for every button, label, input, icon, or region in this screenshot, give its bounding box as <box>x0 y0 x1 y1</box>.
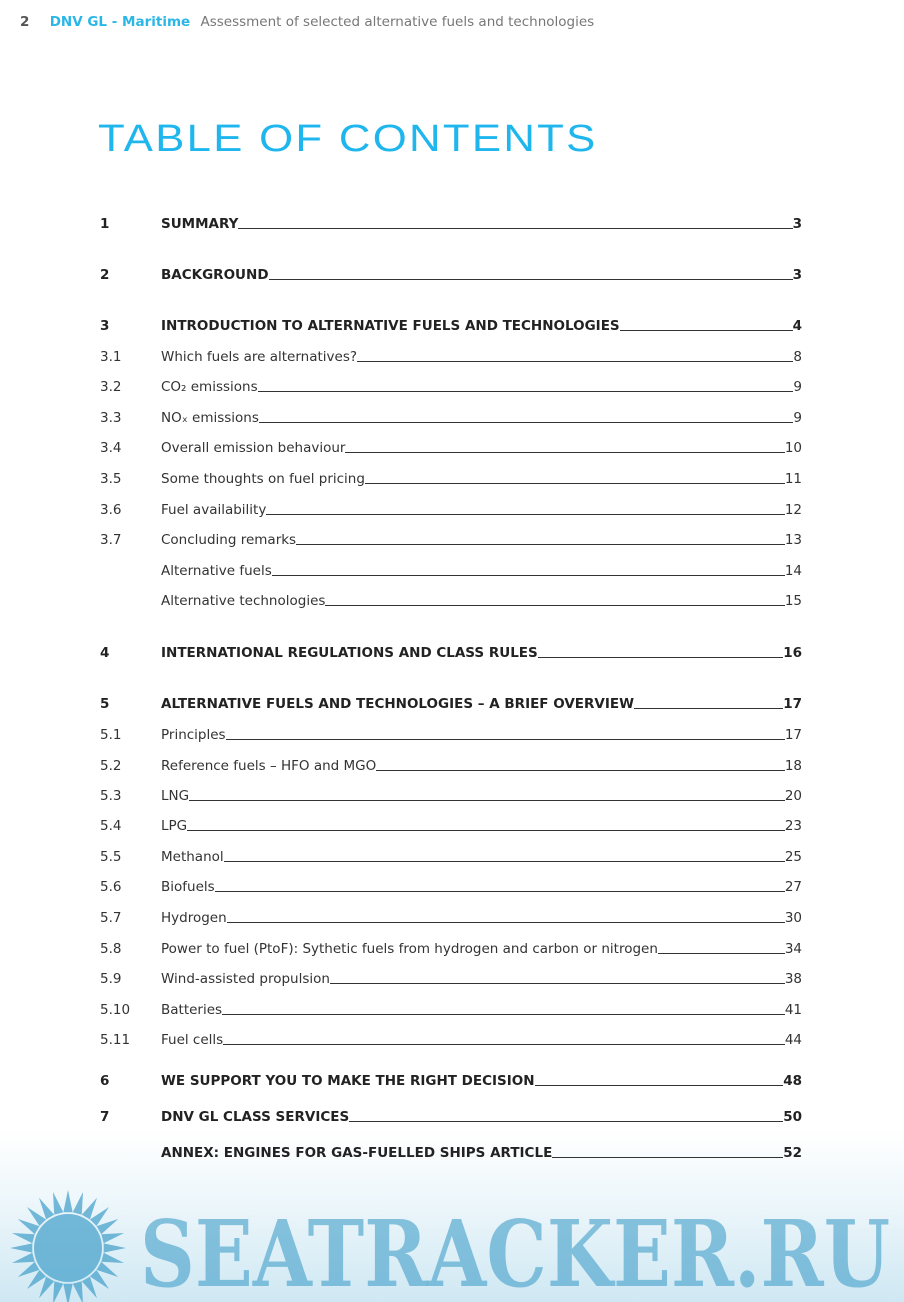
leader-line <box>259 422 794 423</box>
leader-line <box>215 891 785 892</box>
toc-entry[interactable] <box>100 1028 802 1048</box>
leader-line <box>222 1014 785 1015</box>
section-title[interactable]: Which fuels are alternatives? <box>161 349 358 365</box>
leader-line <box>345 452 784 453</box>
toc-entry[interactable] <box>100 467 802 487</box>
section-page: 16 <box>783 645 802 661</box>
section-page: 34 <box>784 941 802 957</box>
section-page: 41 <box>784 1002 802 1018</box>
section-number: 5.1 <box>100 727 122 743</box>
section-number: 5.10 <box>100 1002 131 1018</box>
leader-line <box>620 330 793 331</box>
section-title[interactable]: NOₓ emissions <box>161 410 259 426</box>
section-page: 20 <box>784 788 802 804</box>
section-title[interactable]: Principles <box>161 727 226 743</box>
section-title[interactable]: Some thoughts on fuel pricing <box>161 471 365 487</box>
leader-line <box>535 1085 784 1086</box>
toc-entry[interactable] <box>100 559 802 579</box>
section-title[interactable]: Hydrogen <box>161 910 227 926</box>
leader-line <box>269 279 793 280</box>
section-title[interactable]: LNG <box>161 788 190 804</box>
section-page: 4 <box>792 318 802 334</box>
section-title[interactable]: Biofuels <box>161 879 215 895</box>
section-page: 11 <box>784 471 802 487</box>
page-title: TABLE OF CONTENTS <box>98 118 598 160</box>
section-page: 8 <box>793 349 802 365</box>
section-page: 17 <box>784 727 802 743</box>
section-page: 25 <box>784 849 802 865</box>
section-title[interactable]: Methanol <box>161 849 224 865</box>
section-title[interactable]: WE SUPPORT YOU TO MAKE THE RIGHT DECISION <box>161 1073 535 1089</box>
section-title[interactable]: Wind-assisted propulsion <box>161 971 330 987</box>
section-page: 44 <box>784 1032 802 1048</box>
toc-entry[interactable] <box>100 314 802 334</box>
section-number: 7 <box>100 1109 110 1125</box>
leader-line <box>296 544 785 545</box>
section-number: 3.4 <box>100 440 122 456</box>
toc-entry[interactable] <box>100 875 802 895</box>
section-number: 3.2 <box>100 379 122 395</box>
section-page: 38 <box>784 971 802 987</box>
leader-line <box>325 605 784 606</box>
toc-entry[interactable] <box>100 998 802 1018</box>
toc-entry[interactable] <box>100 345 802 365</box>
toc-entry[interactable] <box>100 263 802 283</box>
section-page: 12 <box>784 502 802 518</box>
section-title[interactable]: LPG <box>161 818 188 834</box>
section-number: 5.9 <box>100 971 122 987</box>
toc-entry[interactable] <box>100 754 802 774</box>
section-number: 3.5 <box>100 471 122 487</box>
section-page: 15 <box>784 593 802 609</box>
section-page: 3 <box>792 216 802 232</box>
leader-line <box>238 228 792 229</box>
section-title[interactable]: Fuel cells <box>161 1032 224 1048</box>
section-page: 52 <box>783 1145 802 1161</box>
section-page: 9 <box>793 410 802 426</box>
section-number: 5.6 <box>100 879 122 895</box>
section-number: 1 <box>100 216 110 232</box>
section-page: 17 <box>783 696 802 712</box>
section-title[interactable]: Batteries <box>161 1002 223 1018</box>
toc-entry[interactable] <box>100 784 802 804</box>
leader-line <box>365 483 785 484</box>
section-number: 4 <box>100 645 110 661</box>
section-page: 50 <box>783 1109 802 1125</box>
section-number: 5 <box>100 696 110 712</box>
section-title[interactable]: CO₂ emissions <box>161 379 258 395</box>
section-number: 5.2 <box>100 758 122 774</box>
leader-line <box>349 1121 783 1122</box>
section-title[interactable]: Concluding remarks <box>161 532 297 548</box>
leader-line <box>538 657 783 658</box>
toc-entry[interactable] <box>100 498 802 518</box>
section-page: 14 <box>784 563 802 579</box>
leader-line <box>357 361 793 362</box>
section-page: 13 <box>784 532 802 548</box>
section-number: 5.5 <box>100 849 122 865</box>
watermark-text: SEATRACKER.RU <box>140 1200 890 1302</box>
toc-entry[interactable] <box>100 814 802 834</box>
section-title[interactable]: Reference fuels – HFO and MGO <box>161 758 377 774</box>
toc-entry[interactable] <box>100 406 802 426</box>
page-header <box>20 14 594 30</box>
section-page: 30 <box>784 910 802 926</box>
toc-entry[interactable] <box>100 937 802 957</box>
toc-entry[interactable] <box>100 1105 802 1125</box>
section-number: 6 <box>100 1073 110 1089</box>
toc-entry[interactable] <box>100 375 802 395</box>
section-page: 18 <box>784 758 802 774</box>
section-page: 23 <box>784 818 802 834</box>
toc-entry[interactable] <box>100 528 802 548</box>
leader-line <box>187 830 785 831</box>
section-title[interactable]: ALTERNATIVE FUELS AND TECHNOLOGIES – A BRIEF OVERVIEW <box>161 696 634 712</box>
leader-line <box>330 983 785 984</box>
leader-line <box>223 1044 785 1045</box>
section-title[interactable]: Overall emission behaviour <box>161 440 346 456</box>
leader-line <box>552 1157 783 1158</box>
toc-entry[interactable] <box>100 589 802 609</box>
section-title[interactable]: Alternative technologies <box>161 593 326 609</box>
toc-entry[interactable] <box>100 692 802 712</box>
section-page: 3 <box>792 267 802 283</box>
leader-line <box>272 575 785 576</box>
section-number: 3.1 <box>100 349 122 365</box>
section-title[interactable]: SUMMARY <box>161 216 239 232</box>
section-number: 5.4 <box>100 818 122 834</box>
section-number: 3.6 <box>100 502 122 518</box>
toc-entry[interactable] <box>100 845 802 865</box>
section-number: 5.8 <box>100 941 122 957</box>
section-page: 48 <box>783 1073 802 1089</box>
toc-entry[interactable] <box>100 1069 802 1089</box>
toc-entry[interactable] <box>100 436 802 456</box>
section-page: 9 <box>793 379 802 395</box>
section-number: 5.11 <box>100 1032 131 1048</box>
leader-line <box>634 708 783 709</box>
section-page: 27 <box>784 879 802 895</box>
leader-line <box>226 739 785 740</box>
section-title[interactable]: BACKGROUND <box>161 267 269 283</box>
leader-line <box>658 953 785 954</box>
page-number: 2 <box>20 14 30 30</box>
section-title[interactable]: Power to fuel (PtoF): Sythetic fuels from hydrogen and carbon or nitrogen <box>161 941 658 957</box>
section-title[interactable]: INTRODUCTION TO ALTERNATIVE FUELS AND TECHNOLOGIES <box>161 318 620 334</box>
leader-line <box>376 770 785 771</box>
toc-entry[interactable] <box>100 641 802 661</box>
toc-entry[interactable] <box>100 906 802 926</box>
section-title[interactable]: Alternative fuels <box>161 563 272 579</box>
leader-line <box>266 514 784 515</box>
leader-line <box>227 922 785 923</box>
section-number: 3.7 <box>100 532 122 548</box>
brand-name: DNV GL - Maritime <box>49 14 191 30</box>
section-number: 2 <box>100 267 110 283</box>
leader-line <box>224 861 785 862</box>
section-number: 3.3 <box>100 410 122 426</box>
section-title[interactable]: INTERNATIONAL REGULATIONS AND CLASS RULES <box>161 645 538 661</box>
document-subtitle: Assessment of selected alternative fuels and technologies <box>200 14 595 30</box>
toc-entry[interactable] <box>100 723 802 743</box>
leader-line <box>258 391 794 392</box>
section-page: 10 <box>784 440 802 456</box>
toc-entry[interactable] <box>100 212 802 232</box>
toc-entry[interactable] <box>100 1141 802 1161</box>
section-number: 3 <box>100 318 110 334</box>
section-title[interactable]: Fuel availability <box>161 502 267 518</box>
section-title[interactable]: ANNEX: ENGINES FOR GAS-FUELLED SHIPS ARTICLE <box>161 1145 553 1161</box>
section-number: 5.7 <box>100 910 122 926</box>
toc-entry[interactable] <box>100 967 802 987</box>
section-number: 5.3 <box>100 788 122 804</box>
section-title[interactable]: DNV GL CLASS SERVICES <box>161 1109 350 1125</box>
leader-line <box>189 800 785 801</box>
